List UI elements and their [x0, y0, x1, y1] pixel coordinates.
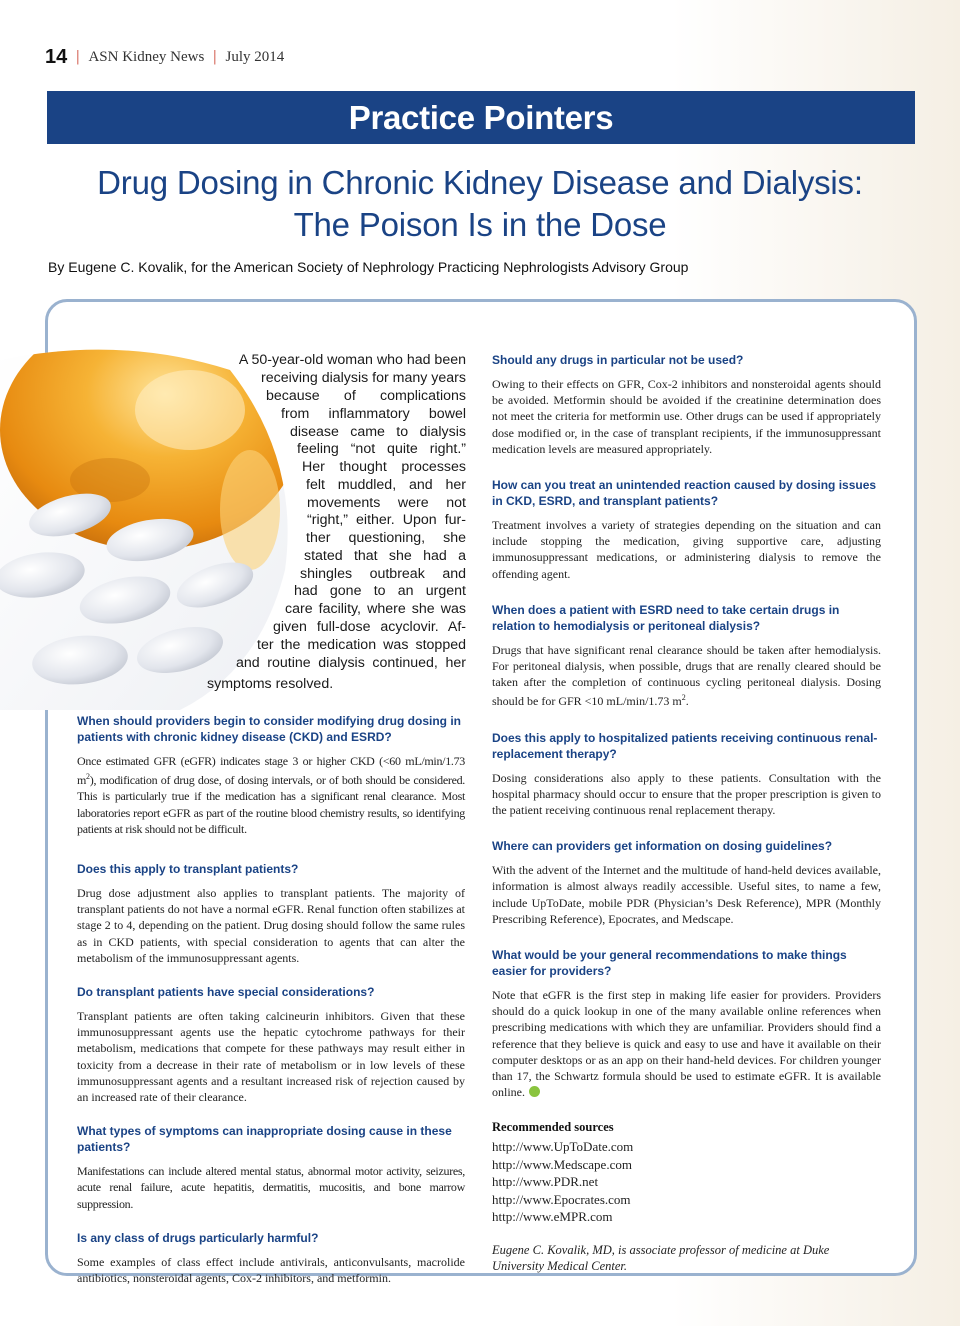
superscript: 2	[86, 772, 90, 782]
qa-block	[492, 730, 881, 819]
sources-heading: Recommended sources	[492, 1120, 614, 1135]
answer-text-part: .	[685, 694, 689, 709]
qa-block	[492, 838, 881, 927]
article-headline	[40, 162, 920, 246]
answer-text-part: Drugs that have significant renal clearance should be taken after hemodialysis. For peritoneal dialysis, when possible, drugs that are renally cleared should be taken after the completion of continuous cycling peritoneal dialysis. Dosing should be for GFR <10 mL/min/1.73 m	[492, 642, 881, 709]
qa-block	[492, 352, 881, 457]
intro-line: ther questioning, she	[306, 530, 466, 546]
author-bio: Eugene C. Kovalik, MD, is associate professor of medicine at Duke University Medical Center.	[492, 1242, 830, 1273]
answer-text-part: ), modification of drug dose, of dosing intervals, or of both should be considered. This is particularly true if the medication has a significant renal clearance. Most laboratories report eGFR as part of the routine blood chemistry results, so identifying patients at risk should not be difficult.	[77, 773, 465, 836]
answer-text: Manifestations can include altered mental status, abnormal motor activity, seizures, acute renal failure, acute hepatitis, dermatitis, mucositis, and bone marrow suppression.	[77, 1164, 465, 1211]
question-heading: Does this apply to transplant patients?	[77, 862, 299, 877]
question-heading: Where can providers get information on dosing guidelines?	[492, 839, 833, 854]
intro-line: movements were not	[307, 495, 466, 511]
qa-block	[492, 947, 881, 1100]
source-link[interactable]: http://www.Medscape.com	[492, 1156, 632, 1172]
separator: |	[213, 48, 217, 65]
intro-line: from inflammatory bowel	[281, 406, 466, 422]
section-banner: Practice Pointers	[47, 91, 915, 144]
right-column	[492, 352, 881, 1274]
headline-line-1: Drug Dosing in Chronic Kidney Disease and Dialysis:	[97, 164, 863, 201]
answer-text: Owing to their effects on GFR, Cox-2 inhibitors and nonsteroidal agents should be avoided. Metformin should be avoided if the creatinine determination does not meet the criteria for metformin use. Other drugs can be used if appropriately dose modified or, in the case of transplant recipients, if the immunosuppressant medication levels are measured appropriately.	[492, 377, 881, 456]
intro-line: ter the medication was stopped	[257, 637, 466, 653]
answer-text-part: Note that eGFR is the first step in making life easier for providers. Providers should do a quick lookup in one of the many available online references when prescribing medications with which they are unfamiliar. Providers should find a reference that they believe is quick and easy to use and have it available on their computer desktops or as an app on their hand-held devices. For children younger than 17, the Schwartz formula should be used to estimate eGFR. It is available online.	[492, 988, 881, 1100]
intro-line: stated that she had a	[304, 548, 466, 564]
answer-text: Transplant patients are often taking calcineurin inhibitors. Given that these immunosuppressant agents use the hepatic cytochrome pathways for their metabolism, medications that compete for these pathways may result either in toxicity from a decrease in their rate of metabolism or in low levels of these immunosuppressant agents and a resultant increased risk of rejection caused by an increased rate of their clearance.	[77, 1009, 465, 1105]
source-link[interactable]: http://www.PDR.net	[492, 1174, 599, 1190]
qa-block	[77, 1123, 465, 1212]
publication-name: ASN Kidney News	[88, 48, 205, 65]
qa-block	[77, 1230, 465, 1286]
end-mark-icon	[529, 1086, 540, 1097]
page-number: 14	[45, 45, 68, 68]
source-link[interactable]: http://www.eMPR.com	[492, 1209, 613, 1225]
byline: By Eugene C. Kovalik, for the American Society of Nephrology Practicing Nephrologists Advisory Group	[48, 259, 689, 275]
intro-line: Her thought processes	[302, 459, 466, 475]
question-heading: Is any class of drugs particularly harmful?	[77, 1230, 319, 1245]
source-link[interactable]: http://www.Epocrates.com	[492, 1191, 631, 1207]
intro-line: care facility, where she was	[285, 601, 466, 617]
sources-list	[492, 1138, 881, 1226]
intro-line: A 50-year-old woman who had been	[238, 352, 466, 368]
question-heading: When does a patient with ESRD need to take certain drugs in relation to hemodialysis or peritoneal dialysis?	[492, 602, 840, 633]
qa-block	[492, 477, 881, 582]
question-heading: What types of symptoms can inappropriate dosing cause in these patients?	[77, 1124, 452, 1155]
separator: |	[76, 48, 80, 65]
answer-text-part: Once estimated GFR (eGFR) indicates stage 3 or higher CKD (<60 mL/min/1.73 m	[77, 754, 465, 788]
answer-text: Dosing considerations also apply to these patients. Consultation with the hospital pharmacy should occur to ensure that the proper prescription is given to the patient receiving continuous renal replacement therapy.	[492, 770, 881, 818]
headline-line-2: The Poison Is in the Dose	[293, 206, 667, 243]
answer-text: Treatment involves a variety of strategies depending on the situation and can include stopping the medication, giving supportive care, adjusting immunosuppressant medications, or administering dialysis to remove the offending agent.	[492, 518, 881, 581]
question-heading: How can you treat an unintended reaction caused by dosing issues in CKD, ESRD, and transplant patients?	[492, 478, 877, 509]
intro-line: because of complications	[266, 388, 466, 404]
intro-line: felt muddled, and her	[306, 477, 466, 493]
intro-line: shingles outbreak and	[300, 566, 466, 582]
question-heading: Should any drugs in particular not be used?	[492, 353, 744, 367]
intro-line: given full-dose acyclovir. Af-	[273, 619, 466, 635]
answer-text	[492, 642, 881, 710]
answer-text: Drug dose adjustment also applies to transplant patients. The majority of transplant patients do not have a normal eGFR. Renal function often stabilizes at stage 2 to 4, depending on the patient. Drug dosing should follow the same rules as in CKD patients, with special consideration to agents that can alter the metabolism of the immunosuppressant agents.	[77, 886, 465, 965]
recommended-sources	[492, 1120, 881, 1226]
qa-block	[77, 984, 465, 1105]
question-heading: When should providers begin to consider modifying drug dosing in patients with chronic kidney disease (CKD) and ESRD?	[77, 714, 461, 744]
intro-line: and routine dialysis continued, her	[236, 655, 466, 671]
question-heading: What would be your general recommendations to make things easier for providers?	[492, 948, 847, 979]
answer-text: Some examples of class effect include antivirals, anticonvulsants, macrolide antibiotics, nonsteroidal agents, Cox-2 inhibitors, and metformin.	[77, 1254, 465, 1286]
answer-text	[77, 753, 465, 837]
intro-line: “right,” either. Upon fur-	[307, 512, 466, 528]
answer-text: With the advent of the Internet and the multitude of hand-held devices available, information is almost always readily accessible. Useful sites, to name a few, include UpToDate, mobile PDR (Physician’s Desk Reference), MPR (Monthly Prescribing Reference), Epocrates, and Medscape.	[492, 863, 881, 926]
running-head	[45, 44, 284, 70]
intro-line: disease came to dialysis	[290, 424, 466, 440]
answer-text	[492, 987, 881, 1100]
superscript: 2	[681, 693, 686, 703]
qa-block	[77, 861, 465, 966]
intro-line: symptoms resolved.	[207, 676, 334, 692]
intro-line: feeling “not quite right.”	[297, 441, 466, 457]
qa-block	[77, 713, 465, 837]
intro-line: receiving dialysis for many years	[260, 370, 466, 386]
issue-date: July 2014	[225, 48, 285, 65]
intro-line: had gone to an urgent	[294, 583, 466, 599]
question-heading: Do transplant patients have special considerations?	[77, 985, 375, 1000]
qa-block	[492, 602, 881, 710]
question-heading: Does this apply to hospitalized patients receiving continuous renal-replacement therapy?	[492, 730, 878, 761]
source-link[interactable]: http://www.UpToDate.com	[492, 1139, 634, 1155]
left-column	[77, 713, 465, 1286]
